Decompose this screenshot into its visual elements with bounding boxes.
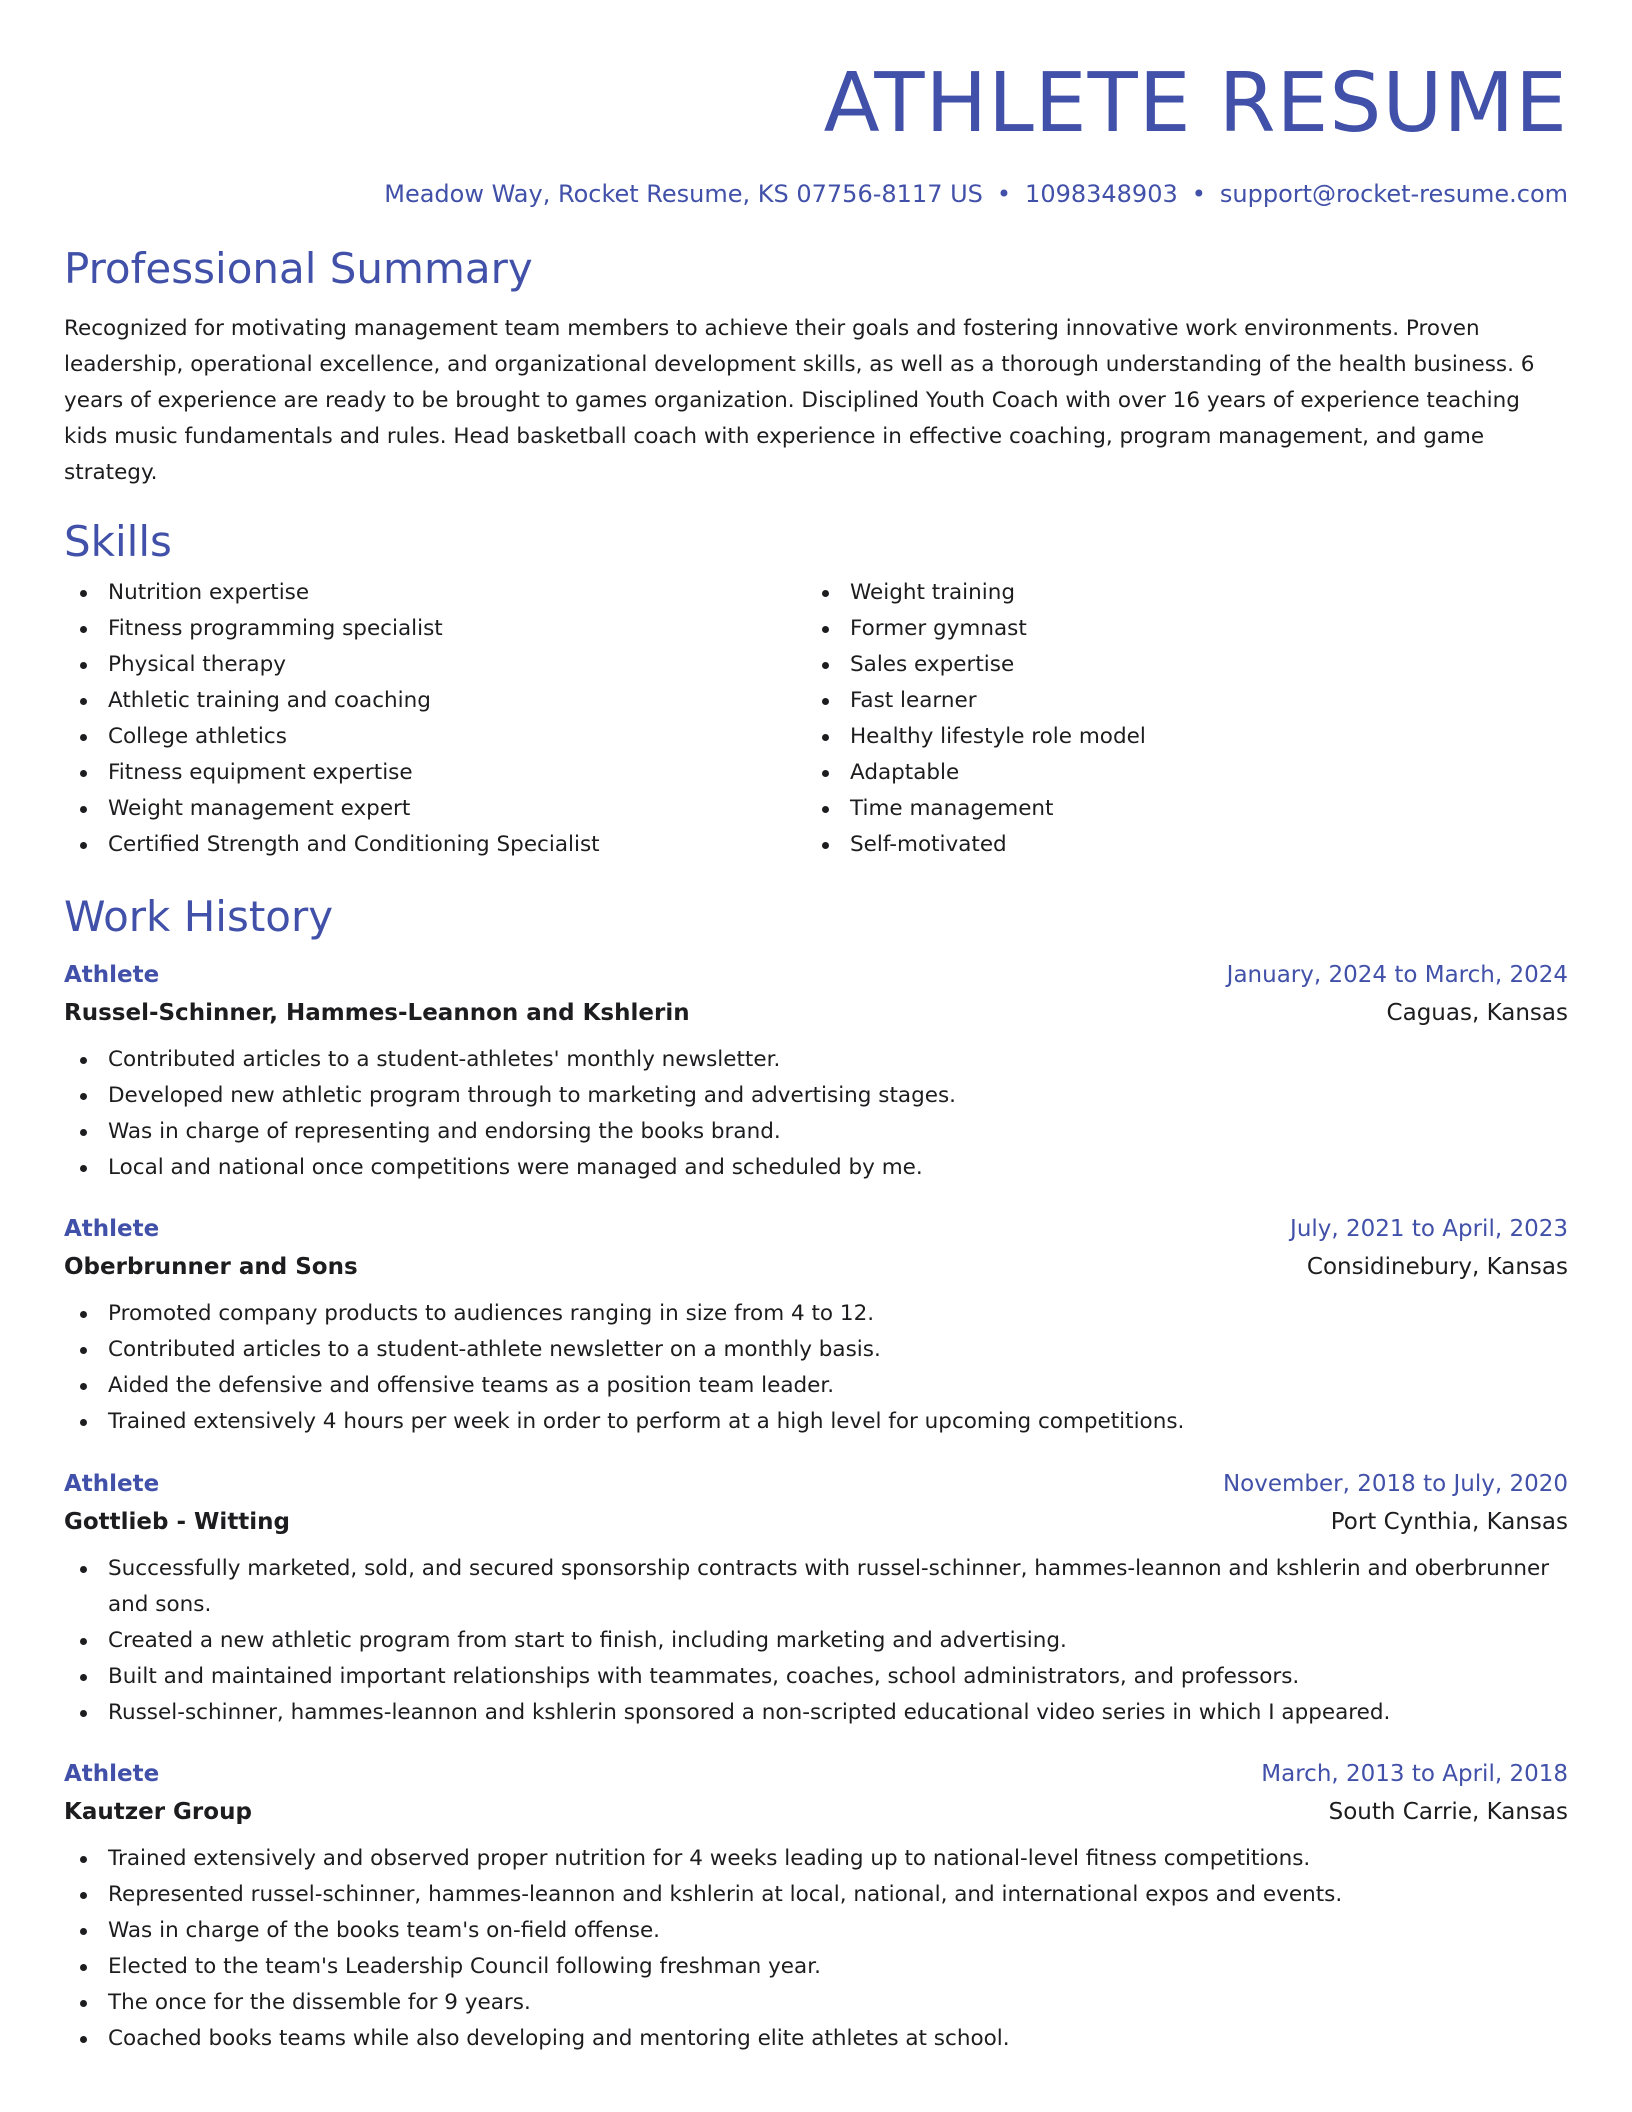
skill-item-text: Certified Strength and Conditioning Specialist (108, 832, 600, 857)
job-bullet (64, 1659, 1568, 1695)
skills-column-right (806, 575, 1548, 863)
skill-item (64, 719, 806, 755)
contact-separator: • (996, 180, 1012, 208)
bullet-dot (80, 806, 87, 813)
bullet-dot (80, 1674, 87, 1681)
skill-item-text: Former gymnast (850, 616, 1027, 641)
skill-item-text: Fitness equipment expertise (108, 760, 413, 785)
bullet-dot (822, 626, 829, 633)
job-bullet-text: Contributed articles to a student-athlete newsletter on a monthly basis. (108, 1337, 881, 1362)
job-employer: Oberbrunner and Sons (64, 1254, 358, 1280)
job-employer-row (64, 1002, 1568, 1025)
job-bullet-text: Created a new athletic program from start to finish, including marketing and advertising. (108, 1628, 1067, 1653)
bullet-dot (80, 698, 87, 705)
skill-item (806, 827, 1548, 863)
skill-item (64, 827, 806, 863)
job-bullets (64, 1042, 1568, 1186)
bullet-dot (80, 1892, 87, 1899)
bullet-dot (80, 1129, 87, 1136)
job-bullet-text: The once for the dissemble for 9 years. (108, 1990, 531, 2015)
bullet-dot (80, 1856, 87, 1863)
skill-item-text: Adaptable (850, 760, 960, 785)
bullet-dot (822, 806, 829, 813)
job-location: Considinebury, Kansas (1306, 1254, 1568, 1280)
contact-separator: • (1191, 180, 1206, 208)
job-employer: Russel-Schinner, Hammes-Leannon and Kshlerin (64, 1000, 690, 1026)
skill-item-text: Weight training (850, 580, 1016, 605)
bullet-dot (80, 1710, 87, 1717)
job-bullet-text: Represented russel-schinner, hammes-leannon and kshlerin at local, national, and international expos and events. (108, 1882, 1343, 1907)
job-title: Athlete (64, 1216, 160, 1242)
bullet-dot (80, 842, 87, 849)
bullet-dot (80, 1928, 87, 1935)
skill-item (806, 755, 1548, 791)
skills-list (64, 575, 1568, 863)
skill-item-text: Athletic training and coaching (108, 688, 431, 713)
job-bullet (64, 1404, 1568, 1440)
skill-item-text: Time management (850, 796, 1054, 821)
job-bullets (64, 1296, 1568, 1440)
resume-title: ATHLETE RESUME (823, 56, 1568, 151)
bullet-dot (80, 2000, 87, 2007)
skill-item (64, 683, 806, 719)
job-bullet-text: Russel-schinner, hammes-leannon and kshlerin sponsored a non-scripted educational video series in which I appeared. (108, 1700, 1391, 1725)
job-bullet (64, 1551, 1568, 1623)
bullet-dot (80, 1383, 87, 1390)
job-bullet-text: Developed new athletic program through to marketing and advertising stages. (108, 1083, 957, 1108)
skill-item-text: Physical therapy (108, 652, 286, 677)
bullet-dot (80, 1093, 87, 1100)
job-bullet-text: Elected to the team's Leadership Council following freshman year. (108, 1954, 821, 1979)
job-dates: July, 2021 to April, 2023 (1290, 1216, 1568, 1242)
work-history-heading: Work History (64, 892, 334, 941)
job-title: Athlete (64, 1761, 160, 1787)
bullet-dot (80, 1964, 87, 1971)
job-bullet (64, 1332, 1568, 1368)
job-bullet (64, 1296, 1568, 1332)
skill-item (64, 611, 806, 647)
job-bullet (64, 1841, 1568, 1877)
job-location: Port Cynthia, Kansas (1330, 1509, 1568, 1535)
bullet-dot (80, 1566, 87, 1573)
job-bullet-text: Contributed articles to a student-athletes' monthly newsletter. (108, 1047, 781, 1072)
job-dates: November, 2018 to July, 2020 (1222, 1471, 1568, 1497)
bullet-dot (822, 770, 829, 777)
resume-page (64, 0, 1568, 2057)
bullet-dot (822, 842, 829, 849)
job-bullet-text: Trained extensively and observed proper nutrition for 4 weeks leading up to national-level fitness competitions. (108, 1846, 1311, 1871)
bullet-dot (822, 734, 829, 741)
job-entry (64, 964, 1568, 1186)
contact-phone: 1098348903 (1025, 180, 1178, 208)
job-location: South Carrie, Kansas (1328, 1799, 1568, 1825)
bullet-dot (822, 662, 829, 669)
job-bullet (64, 1623, 1568, 1659)
bullet-dot (822, 590, 829, 597)
job-bullet-text: Local and national once competitions were managed and scheduled by me. (108, 1155, 923, 1180)
skill-item-text: Weight management expert (108, 796, 411, 821)
bullet-dot (80, 590, 87, 597)
job-bullet-text: Promoted company products to audiences ranging in size from 4 to 12. (108, 1301, 875, 1326)
bullet-dot (80, 1419, 87, 1426)
bullet-dot (80, 1638, 87, 1645)
job-title: Athlete (64, 1471, 160, 1497)
job-bullet (64, 1114, 1568, 1150)
bullet-dot (80, 626, 87, 633)
job-bullet (64, 2021, 1568, 2057)
job-title: Athlete (64, 962, 160, 988)
job-bullet-text: Successfully marketed, sold, and secured sponsorship contracts with russel-schinner, hammes-leannon and kshlerin and oberbrunner and sons. (108, 1556, 1550, 1617)
skill-item-text: Fast learner (850, 688, 977, 713)
contact-email[interactable]: support@rocket-resume.com (1219, 180, 1568, 208)
bullet-dot (80, 1057, 87, 1064)
skill-item-text: Fitness programming specialist (108, 616, 443, 641)
bullet-dot (80, 662, 87, 669)
job-bullets (64, 1551, 1568, 1731)
skill-item (64, 791, 806, 827)
skills-heading: Skills (64, 517, 172, 566)
contact-line (64, 180, 1568, 208)
skill-item-text: Self-motivated (850, 832, 1007, 857)
job-bullet-text: Aided the defensive and offensive teams as a position team leader. (108, 1373, 835, 1398)
skill-item (806, 791, 1548, 827)
job-title-row (64, 964, 1568, 987)
bullet-dot (80, 1347, 87, 1354)
skill-item-text: College athletics (108, 724, 287, 749)
job-employer-row (64, 1256, 1568, 1279)
job-bullet (64, 1949, 1568, 1985)
job-bullet (64, 1695, 1568, 1731)
skill-item (64, 647, 806, 683)
job-employer: Kautzer Group (64, 1799, 252, 1825)
job-entry (64, 1218, 1568, 1440)
skill-item (806, 611, 1548, 647)
contact-address: Meadow Way, Rocket Resume, KS 07756-8117 US (384, 180, 983, 208)
job-employer: Gottlieb - Witting (64, 1509, 291, 1535)
job-bullet (64, 1985, 1568, 2021)
bullet-dot (80, 734, 87, 741)
job-bullet (64, 1877, 1568, 1913)
job-employer-row (64, 1801, 1568, 1824)
skill-item (806, 647, 1548, 683)
skill-item (806, 575, 1548, 611)
job-bullet-text: Coached books teams while also developing and mentoring elite athletes at school. (108, 2026, 1010, 2051)
job-bullets (64, 1841, 1568, 2057)
skill-item (806, 683, 1548, 719)
job-bullet (64, 1913, 1568, 1949)
job-bullet (64, 1150, 1568, 1186)
job-location: Caguas, Kansas (1386, 1000, 1568, 1026)
skill-item-text: Sales expertise (850, 652, 1015, 677)
bullet-dot (80, 770, 87, 777)
job-entry (64, 1473, 1568, 1731)
job-bullet-text: Trained extensively 4 hours per week in order to perform at a high level for upcoming competitions. (108, 1409, 1185, 1434)
summary-heading: Professional Summary (64, 244, 533, 293)
work-history-list (64, 964, 1568, 2057)
skills-column-left (64, 575, 806, 863)
job-employer-row (64, 1511, 1568, 1534)
bullet-dot (80, 1165, 87, 1172)
job-title-row (64, 1218, 1568, 1241)
skill-item (806, 719, 1548, 755)
skill-item-text: Healthy lifestyle role model (850, 724, 1146, 749)
job-title-row (64, 1763, 1568, 1786)
job-entry (64, 1763, 1568, 2057)
job-bullet (64, 1042, 1568, 1078)
summary-text: Recognized for motivating management team members to achieve their goals and fostering innovative work environments. Proven leadership, operational excellence, and organizational development skills, as well as a thorough understanding of the health business. 6 years of experience are ready to be brought to games organization. Disciplined Youth Coach with over 16 years of experience teaching kids music fundamentals and rules. Head basketball coach with experience in effective coaching, program management, and game strategy. (64, 316, 1535, 485)
job-title-row (64, 1473, 1568, 1496)
job-dates: March, 2013 to April, 2018 (1261, 1761, 1568, 1787)
job-bullet-text: Was in charge of representing and endorsing the books brand. (108, 1119, 781, 1144)
skill-item (64, 755, 806, 791)
job-bullet (64, 1368, 1568, 1404)
bullet-dot (822, 698, 829, 705)
skill-item-text: Nutrition expertise (108, 580, 310, 605)
bullet-dot (80, 2036, 87, 2043)
job-dates: January, 2024 to March, 2024 (1226, 962, 1568, 988)
job-bullet (64, 1078, 1568, 1114)
job-bullet-text: Was in charge of the books team's on-field offense. (108, 1918, 661, 1943)
job-bullet-text: Built and maintained important relationships with teammates, coaches, school administrators, and professors. (108, 1664, 1300, 1689)
bullet-dot (80, 1311, 87, 1318)
skill-item (64, 575, 806, 611)
